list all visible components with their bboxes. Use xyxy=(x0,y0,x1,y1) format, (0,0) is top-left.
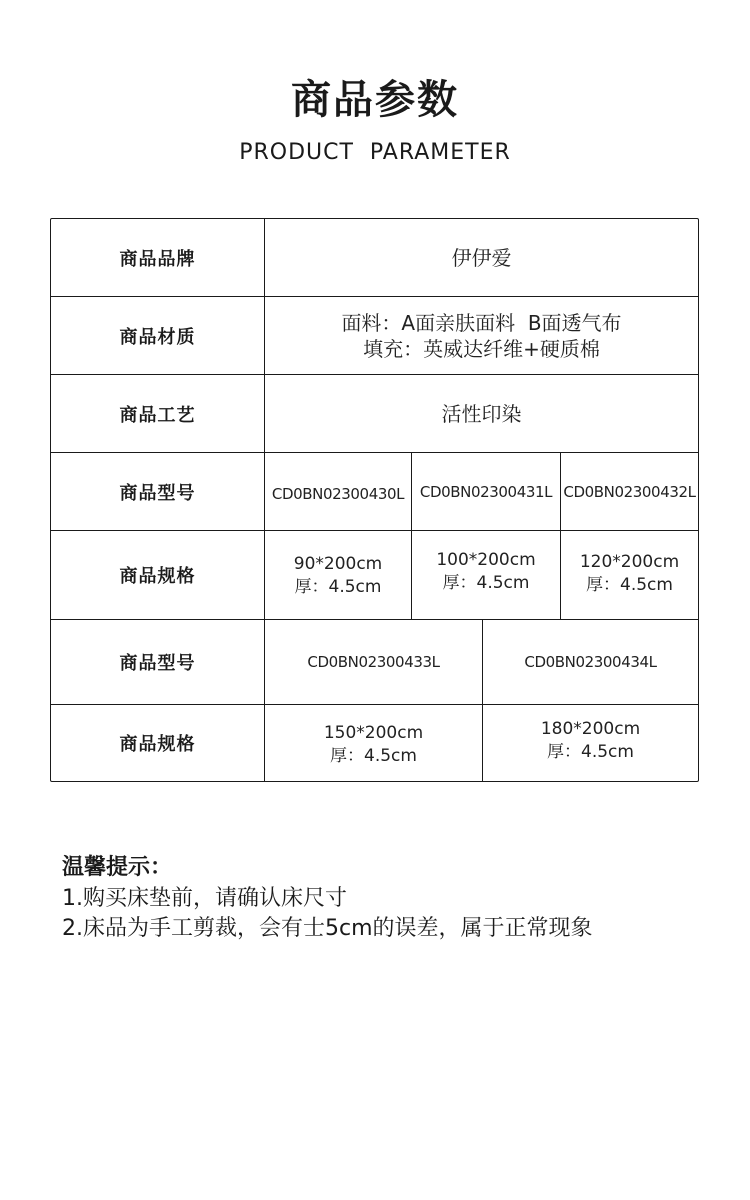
model-cell xyxy=(561,453,698,530)
material-label-cell xyxy=(51,297,264,374)
model-code: CD0BN02300432L xyxy=(563,482,696,501)
material-value-cell xyxy=(265,297,698,374)
model-label: 商品型号 xyxy=(119,482,196,504)
page-subtitle: PRODUCT PARAMETER xyxy=(239,140,511,165)
tips-title: 温馨提示： xyxy=(62,855,173,880)
spec-size: 100*200cm xyxy=(436,550,536,570)
filling-line: 填充：英威达纤维+硬质棉 xyxy=(363,336,600,361)
spec-label-cell xyxy=(51,705,264,781)
material-label: 商品材质 xyxy=(119,326,196,348)
spec-cell xyxy=(483,703,698,779)
model-label-cell xyxy=(51,620,264,704)
model-cell xyxy=(265,620,482,704)
fabric-line: 面料：A面亲肤面料 B面透气布 xyxy=(341,310,622,335)
spec-label: 商品规格 xyxy=(119,566,196,587)
spec-thickness: 厚：4.5cm xyxy=(547,742,634,762)
spec-size: 90*200cm xyxy=(293,554,383,574)
spec-label: 商品规格 xyxy=(119,734,196,755)
model-label-cell xyxy=(51,453,264,530)
brand-value-cell xyxy=(265,219,698,296)
spec-thickness: 厚：4.5cm xyxy=(294,577,382,597)
craft-label: 商品工艺 xyxy=(119,404,196,426)
model-code: CD0BN02300431L xyxy=(419,482,553,501)
spec-thickness: 厚：4.5cm xyxy=(586,575,673,595)
parameter-table xyxy=(50,218,699,782)
brand-value: 伊伊爱 xyxy=(451,245,512,270)
tip-item: 1.购买床垫前，请确认床尺寸 xyxy=(62,886,347,911)
model-code: CD0BN02300434L xyxy=(524,653,657,671)
spec-thickness: 厚：4.5cm xyxy=(442,573,530,593)
model-cell xyxy=(483,620,698,704)
page-title: 商品参数 xyxy=(291,77,459,123)
spec-thickness: 厚：4.5cm xyxy=(330,746,417,766)
brand-label-cell xyxy=(51,219,264,296)
model-cell xyxy=(265,455,411,532)
tips-section xyxy=(62,852,722,944)
model-code: CD0BN02300430L xyxy=(271,484,405,503)
spec-label-cell xyxy=(51,531,264,619)
model-cell xyxy=(412,453,560,530)
spec-size: 120*200cm xyxy=(579,552,680,572)
spec-cell xyxy=(412,529,560,615)
spec-size: 150*200cm xyxy=(323,723,424,743)
brand-label: 商品品牌 xyxy=(119,248,196,270)
craft-label-cell xyxy=(51,375,264,452)
tip-item: 2.床品为手工剪裁，会有士5cm的误差，属于正常现象 xyxy=(62,916,593,941)
craft-value-cell xyxy=(265,375,698,452)
spec-cell xyxy=(265,707,482,783)
model-label: 商品型号 xyxy=(119,653,196,674)
model-code: CD0BN02300433L xyxy=(307,653,440,671)
spec-size: 180*200cm xyxy=(540,719,641,739)
craft-value: 活性印染 xyxy=(441,401,522,426)
spec-cell xyxy=(561,531,698,617)
spec-cell xyxy=(265,533,411,619)
